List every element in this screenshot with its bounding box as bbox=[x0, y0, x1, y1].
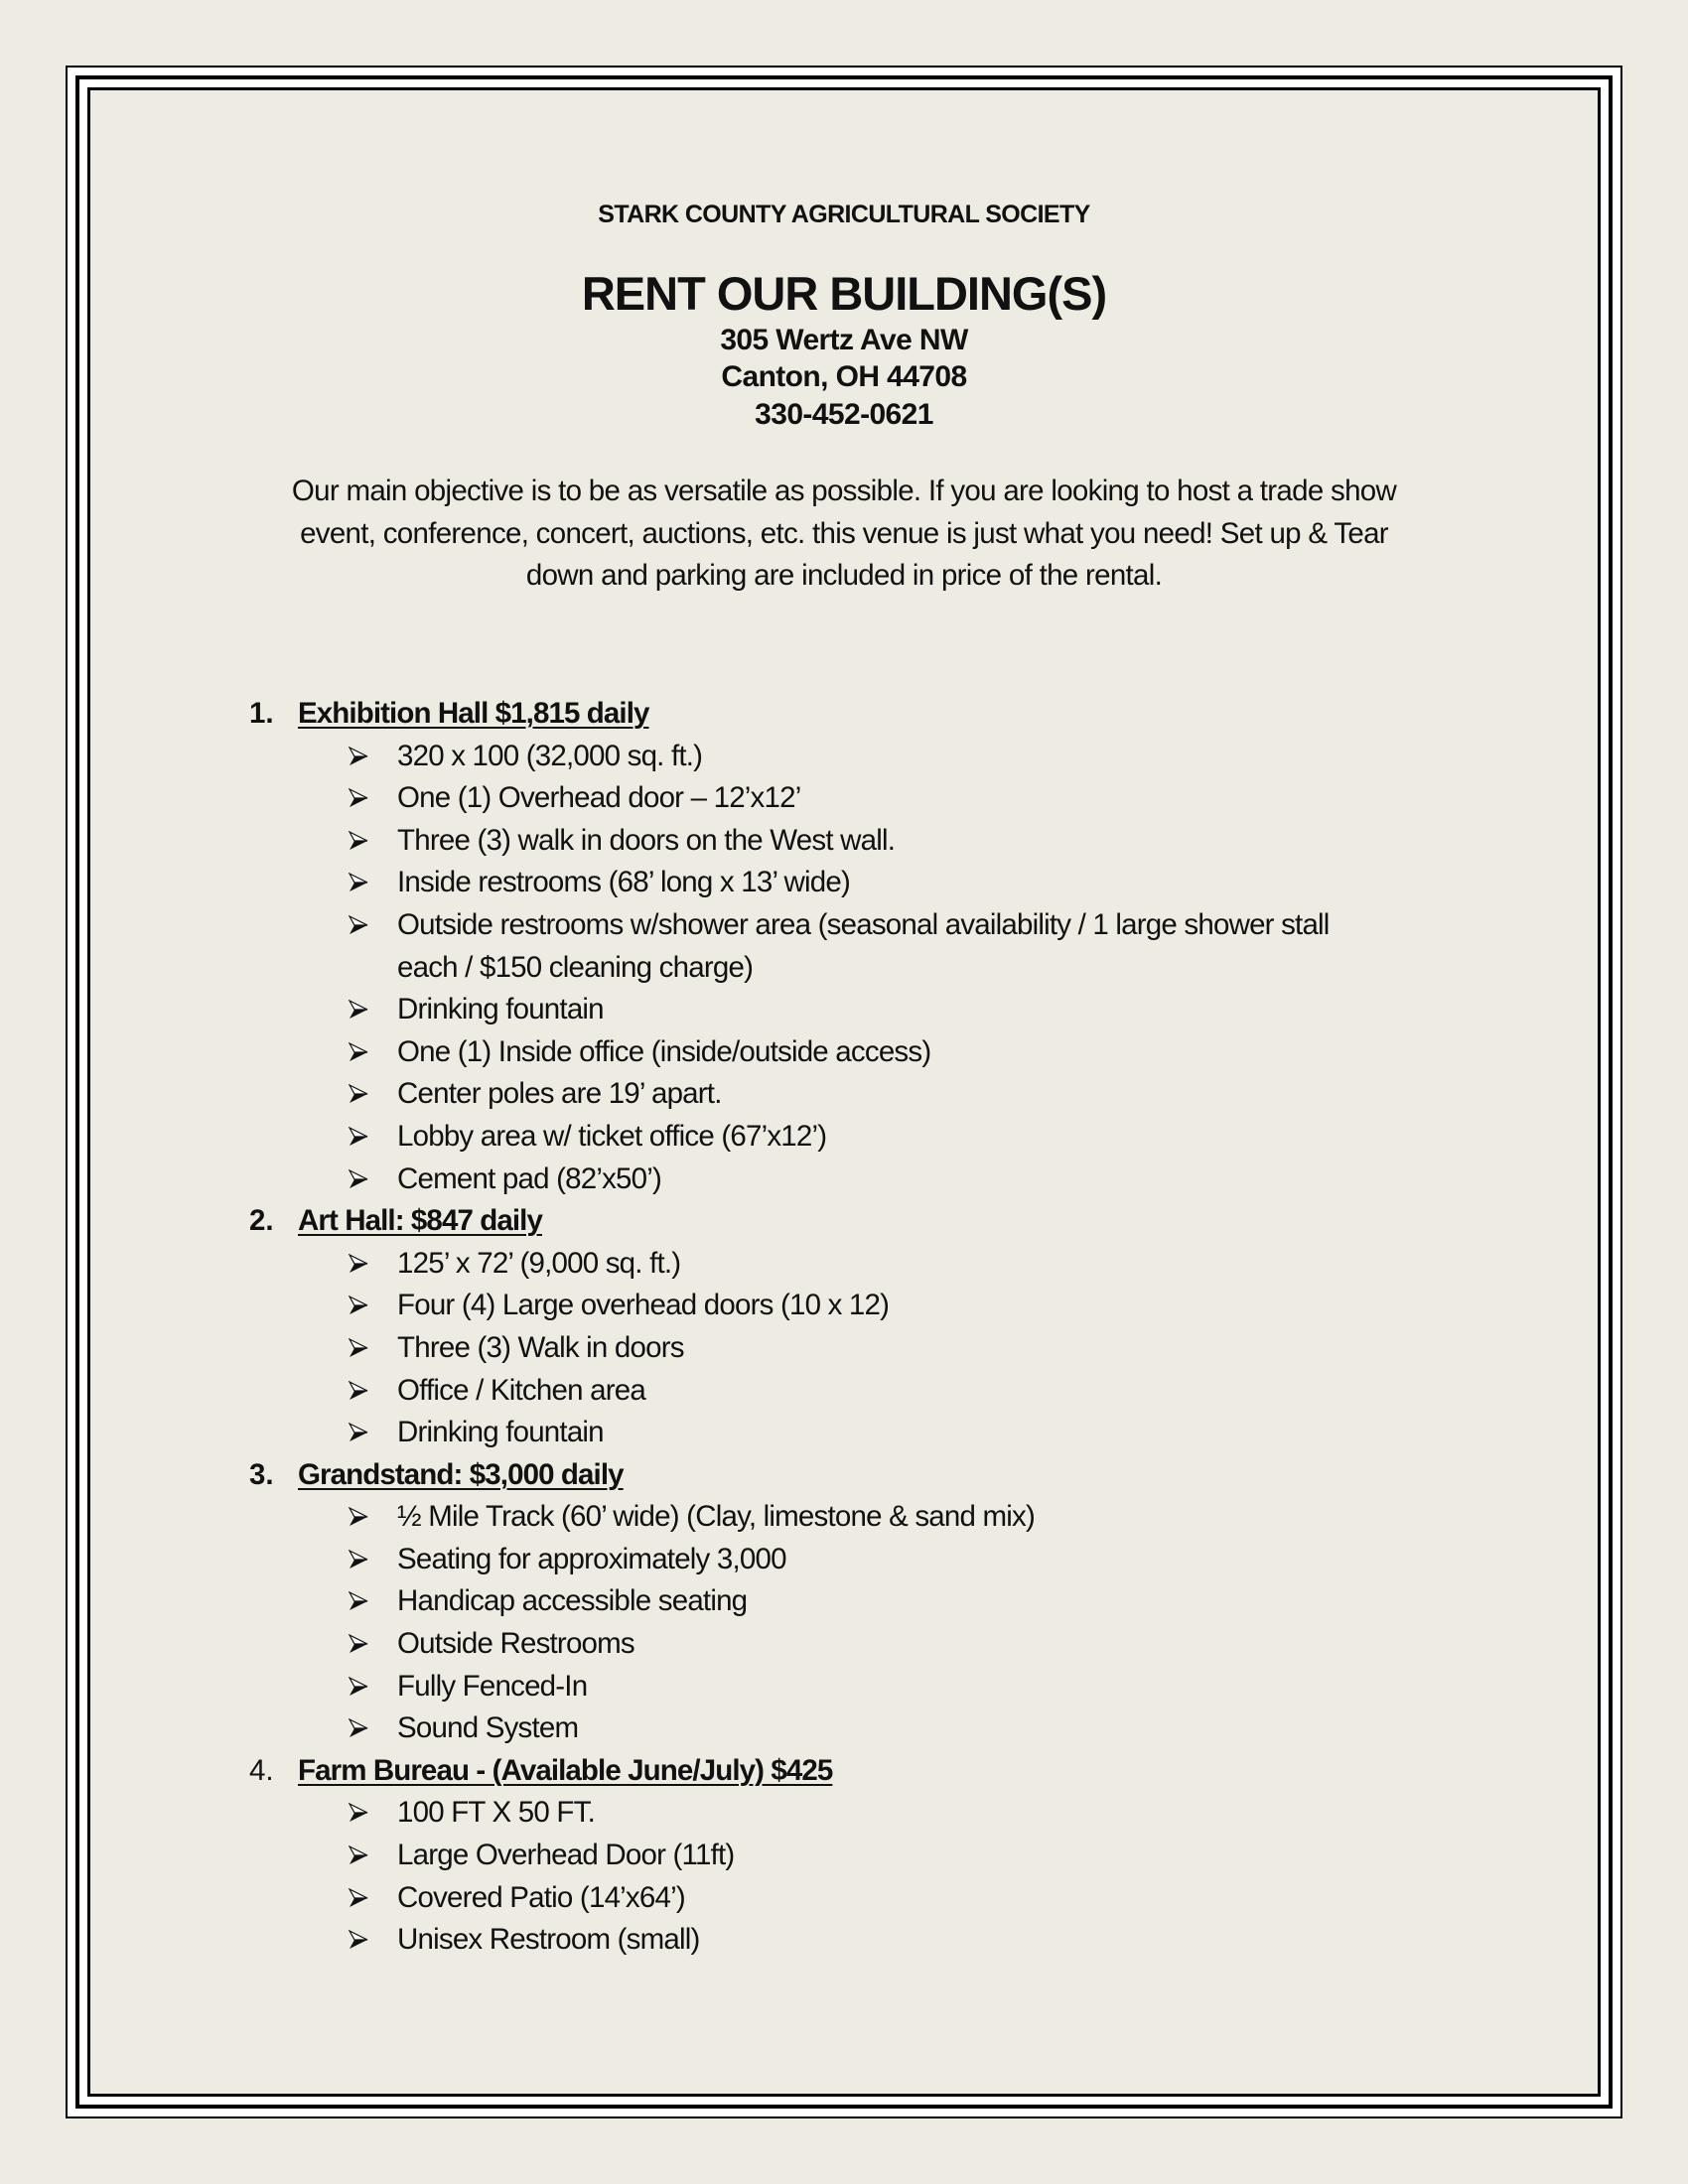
feature-text: Cement pad (82’x50’) bbox=[397, 1161, 662, 1195]
arrowhead-bullet-icon bbox=[349, 820, 370, 863]
arrowhead-bullet-icon bbox=[349, 1285, 370, 1327]
feature-text: Center poles are 19’ apart. bbox=[397, 1077, 722, 1111]
feature-list-item bbox=[0, 862, 1688, 904]
arrowhead-bullet-icon bbox=[349, 1835, 370, 1877]
building-heading-row bbox=[0, 1750, 1688, 1793]
feature-list-item bbox=[0, 1623, 1688, 1666]
feature-list-item bbox=[0, 1792, 1688, 1835]
feature-text: Three (3) Walk in doors bbox=[397, 1330, 684, 1364]
intro-line: Our main objective is to be as versatile as possible. If you are looking to host a trade show bbox=[291, 475, 1397, 507]
feature-list-item bbox=[0, 989, 1688, 1031]
building-heading: Exhibition Hall $1,815 daily bbox=[298, 697, 649, 730]
feature-text: Covered Patio (14’x64’) bbox=[397, 1880, 685, 1914]
feature-text: Unisex Restroom (small) bbox=[397, 1923, 700, 1957]
feature-list-item bbox=[0, 904, 1688, 947]
arrowhead-bullet-icon bbox=[349, 1666, 370, 1708]
feature-list-item bbox=[0, 820, 1688, 863]
feature-list-item bbox=[0, 1877, 1688, 1920]
feature-list-item bbox=[0, 1412, 1688, 1454]
arrowhead-bullet-icon bbox=[349, 862, 370, 904]
building-heading-row bbox=[0, 1200, 1688, 1243]
feature-continuation-row bbox=[0, 947, 1688, 990]
arrowhead-bullet-icon bbox=[349, 1792, 370, 1835]
building-heading: Farm Bureau - (Available June/July) $425 bbox=[298, 1753, 833, 1787]
page-title: RENT OUR BUILDING(S) bbox=[581, 267, 1107, 320]
feature-text: 320 x 100 (32,000 sq. ft.) bbox=[397, 739, 703, 772]
arrowhead-bullet-icon bbox=[349, 1496, 370, 1539]
arrowhead-bullet-icon bbox=[349, 1919, 370, 1962]
building-list bbox=[0, 693, 1688, 1962]
arrowhead-bullet-icon bbox=[349, 1707, 370, 1750]
feature-text: Three (3) walk in doors on the West wall. bbox=[397, 823, 896, 857]
feature-text: Office / Kitchen area bbox=[397, 1373, 645, 1407]
feature-text: Inside restrooms (68’ long x 13’ wide) bbox=[397, 866, 851, 899]
intro-paragraph bbox=[199, 471, 1489, 598]
feature-text: Outside restrooms w/shower area (seasonal availability / 1 large shower stall bbox=[397, 907, 1330, 941]
arrowhead-bullet-icon bbox=[349, 989, 370, 1031]
phone-number: 330-452-0621 bbox=[755, 398, 933, 431]
feature-list-item bbox=[0, 1073, 1688, 1116]
building-heading: Grandstand: $3,000 daily bbox=[298, 1457, 624, 1491]
arrowhead-bullet-icon bbox=[349, 777, 370, 820]
list-number: 4. bbox=[249, 1753, 274, 1787]
building-heading-row bbox=[0, 693, 1688, 736]
feature-text: Seating for approximately 3,000 bbox=[397, 1542, 786, 1575]
arrowhead-bullet-icon bbox=[349, 1327, 370, 1370]
feature-text: 100 FT X 50 FT. bbox=[397, 1796, 595, 1830]
feature-list-item bbox=[0, 736, 1688, 778]
feature-list-item bbox=[0, 1327, 1688, 1370]
feature-text-continuation: each / $150 cleaning charge) bbox=[397, 950, 754, 984]
feature-list-item bbox=[0, 1370, 1688, 1413]
building-heading: Art Hall: $847 daily bbox=[298, 1204, 542, 1238]
address-city: Canton, OH 44708 bbox=[721, 360, 967, 393]
arrowhead-bullet-icon bbox=[349, 1623, 370, 1666]
arrowhead-bullet-icon bbox=[349, 1580, 370, 1623]
feature-text: Drinking fountain bbox=[397, 993, 604, 1026]
feature-text: Drinking fountain bbox=[397, 1416, 604, 1449]
feature-text: Lobby area w/ ticket office (67’x12’) bbox=[397, 1119, 827, 1153]
address-street: 305 Wertz Ave NW bbox=[720, 324, 968, 356]
arrowhead-bullet-icon bbox=[349, 1539, 370, 1581]
building-heading-row bbox=[0, 1454, 1688, 1497]
arrowhead-bullet-icon bbox=[349, 736, 370, 778]
arrowhead-bullet-icon bbox=[349, 1159, 370, 1201]
arrowhead-bullet-icon bbox=[349, 1877, 370, 1920]
arrowhead-bullet-icon bbox=[349, 1116, 370, 1159]
arrowhead-bullet-icon bbox=[349, 1243, 370, 1286]
intro-line: event, conference, concert, auctions, etc. this venue is just what you need! Set up & Tear bbox=[300, 516, 1388, 550]
feature-list-item bbox=[0, 1707, 1688, 1750]
feature-text: Large Overhead Door (11ft) bbox=[397, 1839, 735, 1872]
feature-text: Fully Fenced-In bbox=[397, 1669, 588, 1703]
arrowhead-bullet-icon bbox=[349, 1412, 370, 1454]
feature-text: Four (4) Large overhead doors (10 x 12) bbox=[397, 1289, 890, 1322]
feature-text: Sound System bbox=[397, 1711, 579, 1745]
feature-list-item bbox=[0, 1159, 1688, 1201]
feature-text: 125’ x 72’ (9,000 sq. ft.) bbox=[397, 1246, 681, 1280]
arrowhead-bullet-icon bbox=[349, 1370, 370, 1413]
list-number: 2. bbox=[249, 1204, 274, 1238]
feature-list-item bbox=[0, 1580, 1688, 1623]
feature-list-item bbox=[0, 1116, 1688, 1159]
feature-list-item bbox=[0, 1243, 1688, 1286]
feature-list-item bbox=[0, 1919, 1688, 1962]
feature-text: ½ Mile Track (60’ wide) (Clay, limestone & sand mix) bbox=[397, 1500, 1036, 1534]
list-number: 3. bbox=[249, 1457, 274, 1491]
feature-list-item bbox=[0, 1666, 1688, 1708]
feature-text: Handicap accessible seating bbox=[397, 1584, 748, 1618]
organization-name: STARK COUNTY AGRICULTURAL SOCIETY bbox=[598, 201, 1090, 228]
feature-list-item bbox=[0, 1496, 1688, 1539]
arrowhead-bullet-icon bbox=[349, 1073, 370, 1116]
intro-line: down and parking are included in price of the rental. bbox=[525, 559, 1163, 592]
feature-list-item bbox=[0, 777, 1688, 820]
feature-text: Outside Restrooms bbox=[397, 1627, 634, 1661]
feature-text: One (1) Overhead door – 12’x12’ bbox=[397, 781, 801, 815]
feature-text: One (1) Inside office (inside/outside access) bbox=[397, 1034, 931, 1068]
arrowhead-bullet-icon bbox=[349, 904, 370, 947]
list-number: 1. bbox=[249, 697, 274, 730]
arrowhead-bullet-icon bbox=[349, 1031, 370, 1074]
feature-list-item bbox=[0, 1031, 1688, 1074]
feature-list-item bbox=[0, 1539, 1688, 1581]
feature-list-item bbox=[0, 1835, 1688, 1877]
feature-list-item bbox=[0, 1285, 1688, 1327]
